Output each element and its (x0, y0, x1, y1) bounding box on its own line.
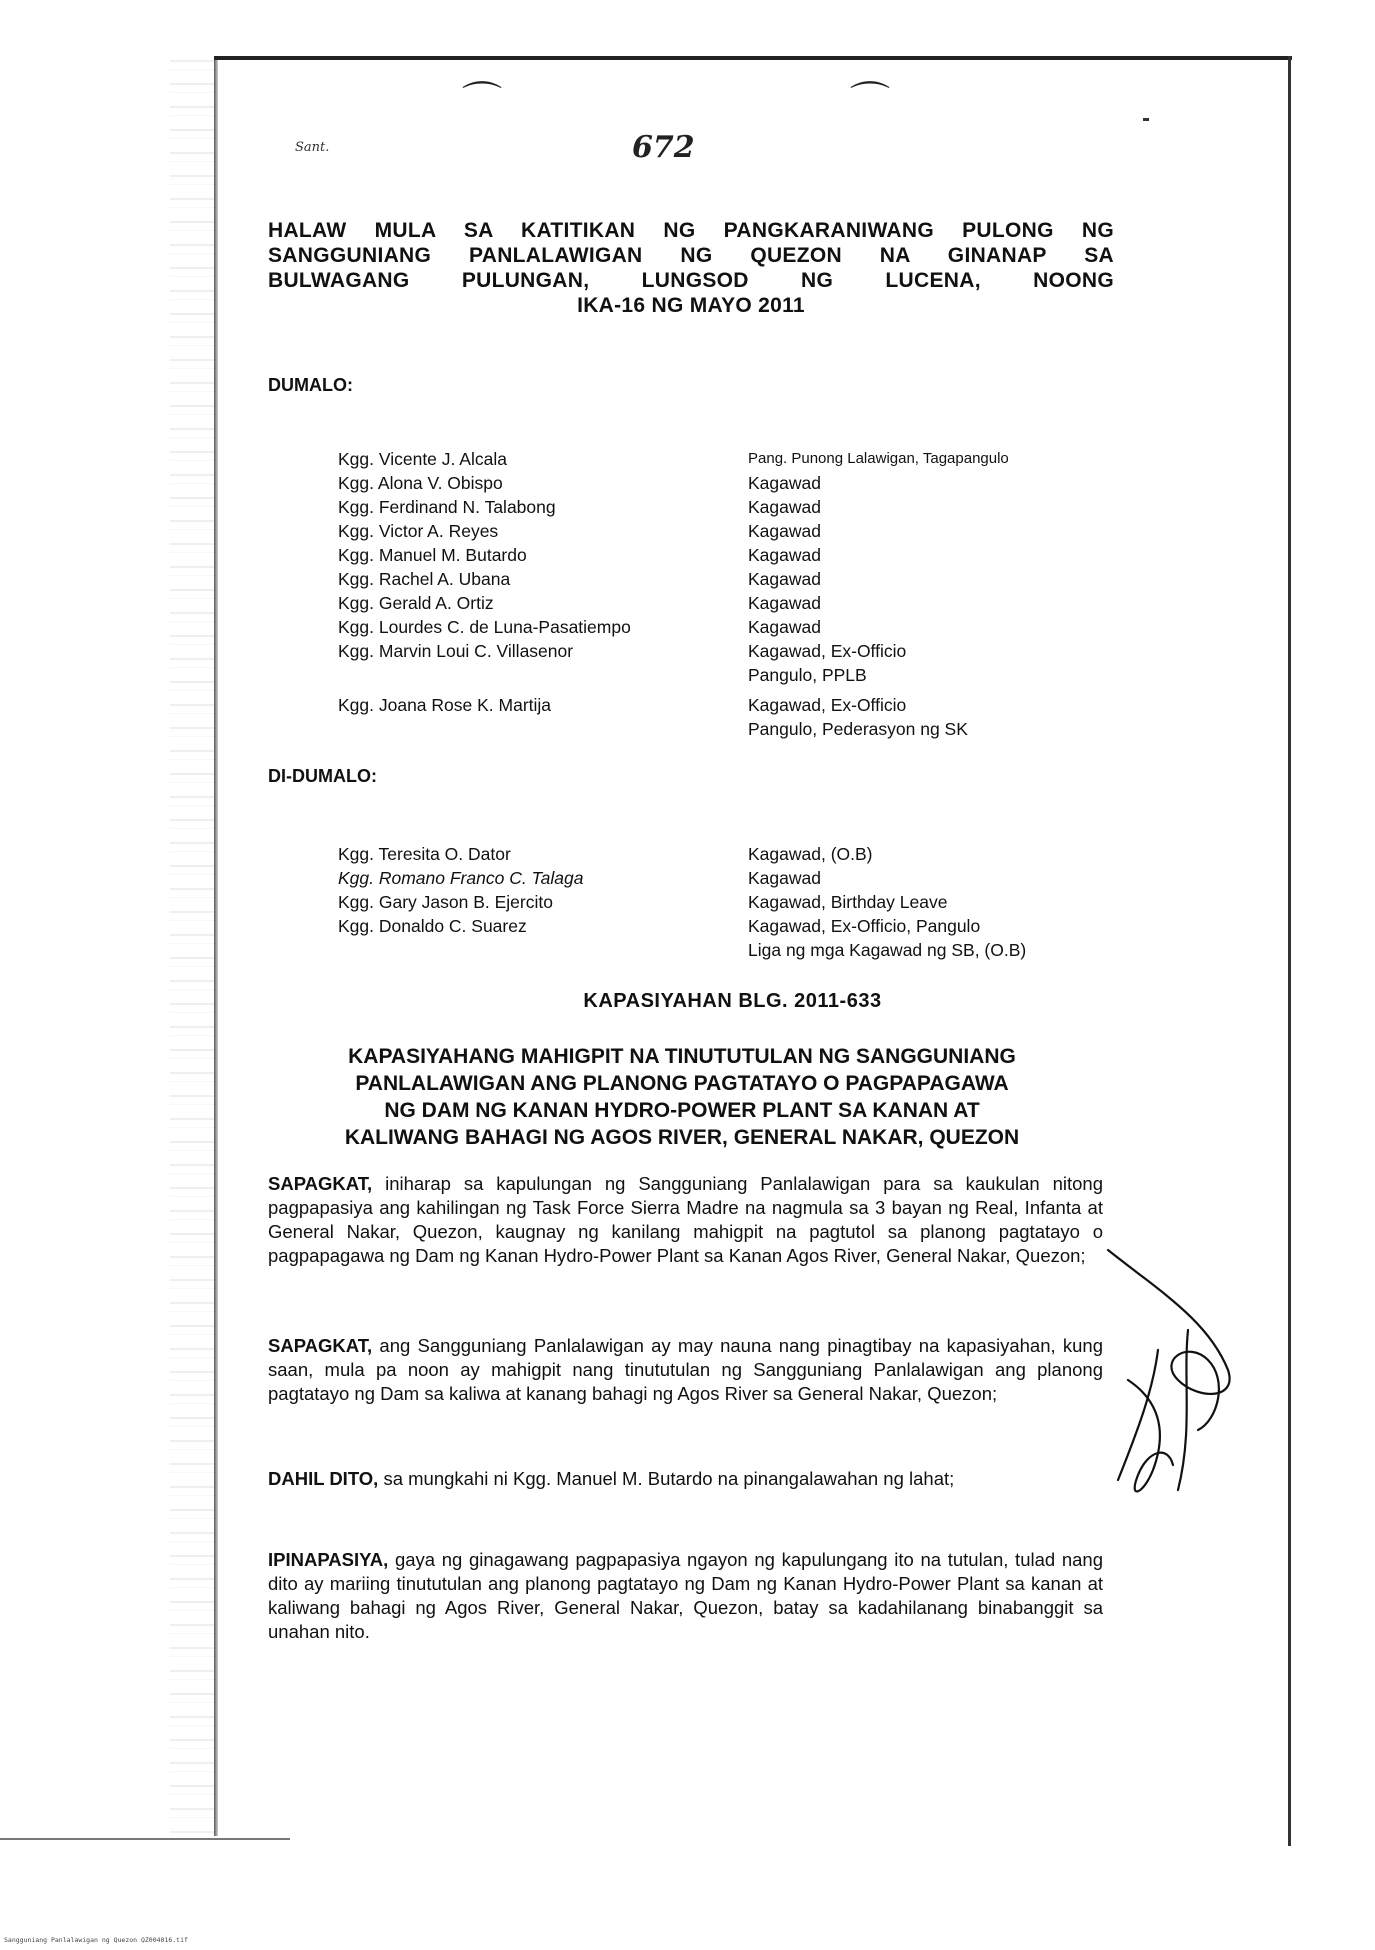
title-line: PANLALAWIGAN ANG PLANONG PAGTATAYO O PAGPAPAGAWA (355, 1072, 1009, 1095)
paragraph-lead: SAPAGKAT, (268, 1335, 373, 1356)
member-name: Kgg. Rachel A. Ubana (338, 569, 511, 589)
roster-row (338, 519, 1138, 543)
roster-row (338, 567, 1138, 591)
member-position: Kagawad (748, 473, 821, 493)
resolved-paragraph (268, 1548, 1103, 1644)
handwritten-signature (1098, 1230, 1248, 1510)
member-position: Kagawad, Birthday Leave (748, 892, 948, 912)
scan-edge-noise (170, 60, 214, 1840)
member-position-detail: Pangulo, Pederasyon ng SK (748, 719, 968, 739)
therefore-paragraph (268, 1467, 1103, 1491)
member-name: Kgg. Donaldo C. Suarez (338, 916, 527, 936)
paragraph-text: ang Sangguniang Panlalawigan ay may nauna nang pinagtibay na kapasiyahan, kung saan, mula pa noon ay mahigpit nang tinututulan ng Sangguniang Panlalawigan ang planong pagtatayo ng Dam sa kaliwa at kanang bahagi ng Agos River sa General Nakar, Quezon; (268, 1335, 1103, 1404)
roster-row (338, 914, 1138, 938)
member-name: Kgg. Teresita O. Dator (338, 844, 511, 864)
paragraph-text: sa mungkahi ni Kgg. Manuel M. Butardo na pinangalawahan ng lahat; (383, 1468, 955, 1489)
scan-left-border (214, 56, 218, 1836)
resolution-title (302, 1043, 1062, 1151)
member-position: Kagawad (748, 497, 821, 517)
member-position: Kagawad, (O.B) (748, 844, 873, 864)
roster-row (338, 938, 1138, 962)
member-position: Kagawad, Ex-Officio, Pangulo (748, 916, 981, 936)
member-name: Kgg. Romano Franco C. Talaga (338, 868, 584, 888)
title-line: NG DAM NG KANAN HYDRO-POWER PLANT SA KANAN AT (384, 1099, 980, 1122)
member-position: Kagawad (748, 569, 821, 589)
member-position: Kagawad, Ex-Officio (748, 641, 907, 661)
member-name: Kgg. Alona V. Obispo (338, 473, 503, 493)
roster-row (338, 471, 1138, 495)
absent-label: DI-DUMALO: (268, 766, 377, 786)
roster-row (338, 447, 1138, 471)
scan-speck (1143, 118, 1149, 121)
member-name: Kgg. Gerald A. Ortiz (338, 593, 494, 613)
member-position: Kagawad (748, 545, 821, 565)
title-line: KALIWANG BAHAGI NG AGOS RIVER, GENERAL NAKAR, QUEZON (344, 1126, 1020, 1149)
member-position-detail: Liga ng mga Kagawad ng SB, (O.B) (748, 940, 1027, 960)
whereas-paragraph-1 (268, 1172, 1103, 1268)
member-position: Kagawad, Ex-Officio (748, 695, 907, 715)
punch-hole-mark-left: ⌒ (462, 79, 502, 125)
member-position: Kagawad (748, 617, 821, 637)
title-line: KAPASIYAHANG MAHIGPIT NA TINUTUTULAN NG SANGGUNIANG (348, 1045, 1016, 1068)
paragraph-text: gaya ng ginagawang pagpapasiya ngayon ng kapulungang ito na tutulan, tulad nang dito ay mariing tinututulan ang planong pagtatayo ng Dam ng Kanan Hydro-Power Plant sa kanan at kaliwang bahagi ng Agos River, General Nakar, Quezon, batay sa kadahilanang binabanggit sa unahan nito. (268, 1549, 1103, 1642)
paragraph-lead: SAPAGKAT, (268, 1173, 373, 1194)
paragraph-text: iniharap sa kapulungan ng Sangguniang Panlalawigan para sa kaukulan nitong pagpapasiya ang kahilingan ng Task Force Sierra Madre na nagmula sa 3 bayan ng Real, Infanta at General Nakar, Quezon, kaugnay ng kanilang mahigpit na pagtutol sa planong pagtatayo o pagpapagawa ng Dam ng Kanan Hydro-Power Plant sa Kanan Agos River, General Nakar, Quezon; (268, 1173, 1104, 1266)
roster-row (338, 639, 1138, 663)
present-roster (338, 447, 1138, 741)
member-name: Kgg. Ferdinand N. Talabong (338, 497, 556, 517)
member-name: Kgg. Manuel M. Butardo (338, 545, 527, 565)
scan-top-border (214, 56, 1292, 60)
member-name: Kgg. Vicente J. Alcala (338, 449, 507, 469)
member-name: Kgg. Lourdes C. de Luna-Pasatiempo (338, 617, 631, 637)
heading-line: IKA-16 NG MAYO 2011 (577, 294, 805, 317)
member-position: Pang. Punong Lalawigan, Tagapangulo (748, 450, 1009, 467)
punch-hole-mark-right: ⌒ (850, 79, 890, 125)
roster-row (338, 663, 1138, 687)
roster-row (338, 543, 1138, 567)
roster-row (338, 890, 1138, 914)
scan-footer: Sangguniang Panlalawigan ng Quezon QZ004016.tif (4, 1936, 188, 1944)
member-position-detail: Pangulo, PPLB (748, 665, 867, 685)
member-name: Kgg. Gary Jason B. Ejercito (338, 892, 553, 912)
document-heading (268, 218, 1114, 318)
member-position: Kagawad (748, 593, 821, 613)
roster-row (338, 866, 1138, 890)
member-position: Kagawad (748, 521, 821, 541)
heading-line: HALAW MULA SA KATITIKAN NG PANGKARANIWANG PULONG NG (268, 219, 1114, 242)
scan-bottom-line (0, 1838, 290, 1840)
roster-row (338, 495, 1138, 519)
paragraph-lead: IPINAPASIYA, (268, 1549, 389, 1570)
whereas-paragraph-2 (268, 1334, 1103, 1406)
page-number-mark: 672 (632, 130, 695, 165)
paragraph-lead: DAHIL DITO, (268, 1468, 379, 1489)
roster-row (338, 591, 1138, 615)
member-name: Kgg. Joana Rose K. Martija (338, 695, 552, 715)
roster-row (338, 717, 1138, 741)
scan-right-border (1288, 56, 1291, 1846)
member-name: Kgg. Marvin Loui C. Villasenor (338, 641, 574, 661)
member-position: Kagawad (748, 868, 821, 888)
resolution-number (0, 990, 1375, 1013)
member-name: Kgg. Victor A. Reyes (338, 521, 499, 541)
present-label: DUMALO: (268, 375, 353, 395)
heading-line: SANGGUNIANG PANLALAWIGAN NG QUEZON NA GINANAP SA (268, 244, 1114, 267)
roster-row (338, 693, 1138, 717)
resolution-number-text: KAPASIYAHAN BLG. 2011-633 (583, 990, 882, 1012)
absent-roster (338, 842, 1138, 962)
roster-row (338, 842, 1138, 866)
handwritten-note: Sant. (295, 140, 330, 155)
roster-row (338, 615, 1138, 639)
heading-line: BULWAGANG PULUNGAN, LUNGSOD NG LUCENA, NOONG (268, 269, 1114, 292)
